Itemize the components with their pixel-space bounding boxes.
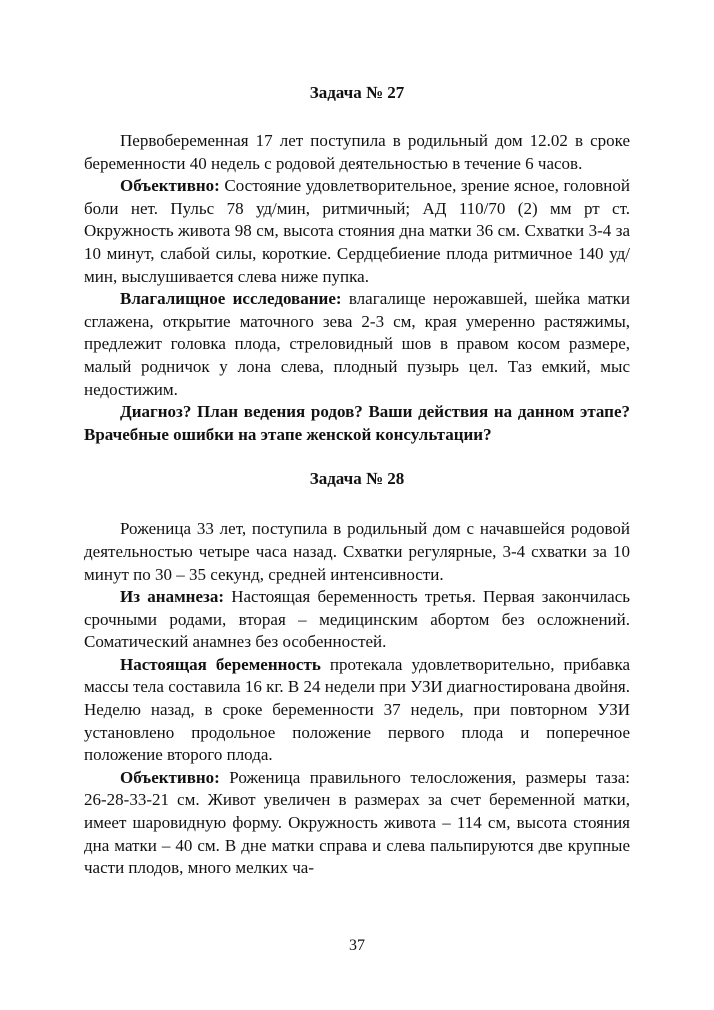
page-number: 37 (349, 937, 365, 954)
task-questions (84, 401, 630, 446)
paragraph-lead: Диагноз? План ведения родов? Ваши действия на данном этапе? Врачебные ошибки на этапе женской консультации? (84, 402, 630, 444)
paragraph-text: Роженица правильного телосложения, размеры таза: 26-28-33-21 см. Живот увеличен в размерах за счет беременной матки, имеет шаровидную форму. Окружность живота – 114 см, высота стояния дна матки – 40 см. В дне матки справа и слева пальпируются две крупные части плодов, много мелких ча- (84, 767, 630, 878)
document-page (84, 82, 630, 880)
paragraph-lead: Объективно: (120, 767, 220, 787)
task-title: Задача № 27 (309, 83, 405, 102)
task-paragraph (84, 654, 630, 767)
paragraph-text: Первобеременная 17 лет поступила в родильный дом 12.02 в сроке беременности 40 недель с родовой деятельностью в течение 6 часов. (84, 131, 630, 173)
task-28 (84, 468, 630, 880)
task-paragraph (84, 586, 630, 654)
paragraph-text: Роженица 33 лет, поступила в родильный дом с начавшейся родовой деятельностью четыре часа назад. Схватки регулярные, 3-4 схватки за 10 минут по 30 – 35 секунд, средней интенсивности. (84, 519, 630, 584)
paragraph-text: влагалище нерожавшей, шейка матки сглажена, открытие маточного зева 2-3 см, края умеренно растяжимы, предлежит головка плода, стреловидный шов в правом косом размере, малый родничок у лона слева, плодный пузырь цел. Таз емкий, мыс недостижим. (84, 289, 630, 399)
paragraph-text: Настоящая беременность третья. Первая закончилась срочными родами, вторая – медицинским абортом без осложнений. Соматический анамнез без особенностей. (84, 587, 631, 652)
task-paragraph (84, 288, 630, 401)
task-paragraph (84, 518, 630, 586)
paragraph-lead: Настоящая беременность (120, 654, 321, 674)
task-27 (84, 82, 630, 446)
paragraph-lead: Объективно: (120, 176, 220, 196)
task-paragraph (84, 130, 630, 175)
paragraph-text: протекала удовлетворительно, прибавка массы тела составила 16 кг. В 24 недели при УЗИ диагностирована двойня. Неделю назад, в сроке беременности 37 недель, при повторном УЗИ установлено продольное положение первого плода и поперечное положение второго плода. (84, 654, 630, 765)
task-title: Задача № 28 (309, 469, 405, 489)
paragraph-lead: Из анамнеза: (120, 587, 224, 607)
paragraph-text: Состояние удовлетворительное, зрение ясное, головной боли нет. Пульс 78 уд/мин, ритмичный; АД 110/70 (2) мм рт ст. Окружность живота 98 см, высота стояния дна матки 36 см. Схватки 3-4 за 10 минут, слабой силы, короткие. Сердцебиение плода ритмичное 140 уд/мин, выслушивается слева ниже пупка. (84, 176, 630, 286)
task-paragraph (84, 175, 630, 288)
paragraph-lead: Влагалищное исследование: (120, 289, 342, 309)
task-paragraph (84, 767, 630, 880)
